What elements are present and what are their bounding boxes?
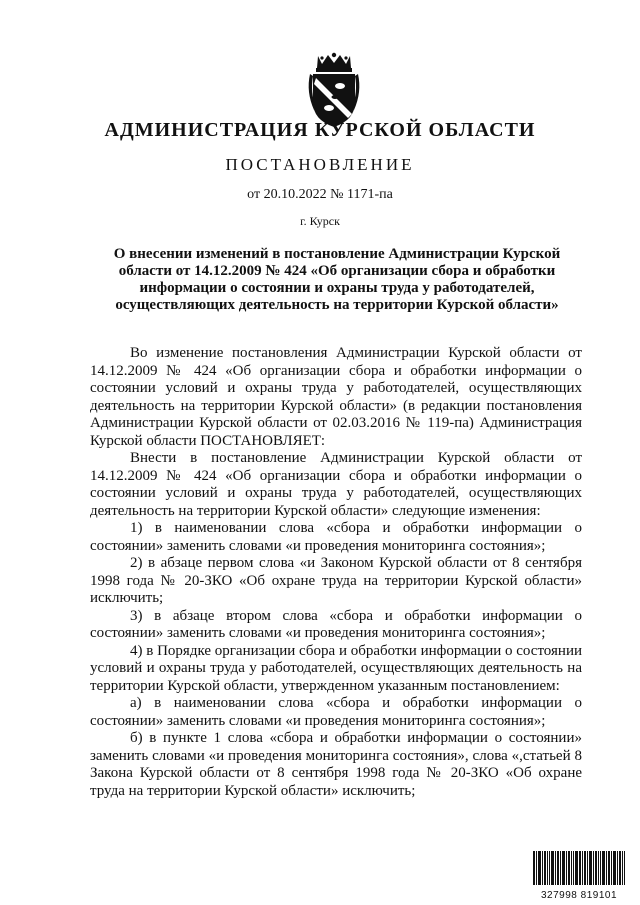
paragraph: а) в наименовании слова «сбора и обработки информации о состоянии» заменить словами «и проведения мониторинга состояния»; <box>90 695 582 729</box>
barcode <box>533 851 625 899</box>
document-body <box>90 345 582 800</box>
paragraph: 2) в абзаце первом слова «и Законом Курской области от 8 сентября 1998 года № 20-ЗКО «Об охране труда на территории Курской области» исключить; <box>90 555 582 606</box>
document-place: г. Курск <box>300 214 340 228</box>
paragraph: б) в пункте 1 слова «сбора и обработки информации о состоянии» заменить словами «и проведения мониторинга состояния», слова «,статьей 8 Закона Курской области от 8 сентября 1998 года № 20-ЗКО «Об охране труда на территории Курской области» исключить; <box>90 730 582 799</box>
document-type: ПОСТАНОВЛЕНИЕ <box>225 155 415 174</box>
barcode-number: 327998 819101 <box>540 890 618 901</box>
paragraph: 1) в наименовании слова «сбора и обработки информации о состоянии» заменить словами «и проведения мониторинга состояния»; <box>90 520 582 554</box>
barcode-bars <box>533 851 625 885</box>
document-title: О внесении изменений в постановление Администрации Курской области от 14.12.2009 № 424 «Об организации сбора и обработки информации о состоянии и охраны труда у работодателей, осуществляющих деятельность на территории Курской области» <box>113 246 561 313</box>
paragraph: Внести в постановление Администрации Курской области от 14.12.2009 № 424 «Об организации сбора и обработки информации о состоянии условий и охраны труда у работодателей, осуществляющих деятельность на территории Курской области» следующие изменения: <box>90 450 582 519</box>
organization-name: АДМИНИСТРАЦИЯ КУРСКОЙ ОБЛАСТИ <box>104 119 536 141</box>
kursk-coat-of-arms-icon <box>304 52 364 128</box>
paragraph: 3) в абзаце втором слова «сбора и обработки информации о состоянии» заменить словами «и проведения мониторинга состояния»; <box>90 607 582 641</box>
paragraph: 4) в Порядке организации сбора и обработки информации о состоянии условий и охраны труда у работодателей, осуществляющих деятельность на территории Курской области, утвержденном указанным постановлением: <box>90 642 582 694</box>
document-date-number: от 20.10.2022 № 1171-па <box>247 187 393 202</box>
paragraph: Во изменение постановления Администрации Курской области от 14.12.2009 № 424 «Об организации сбора и обработки информации о состоянии условий и охраны труда у работодателей, осуществляющих деятельность на территории Курской области» (в редакции постановления Администрации Курской области от 02.03.2016 № 119-па) Администрация Курской области ПОСТАНОВЛЯЕТ: <box>90 345 582 449</box>
